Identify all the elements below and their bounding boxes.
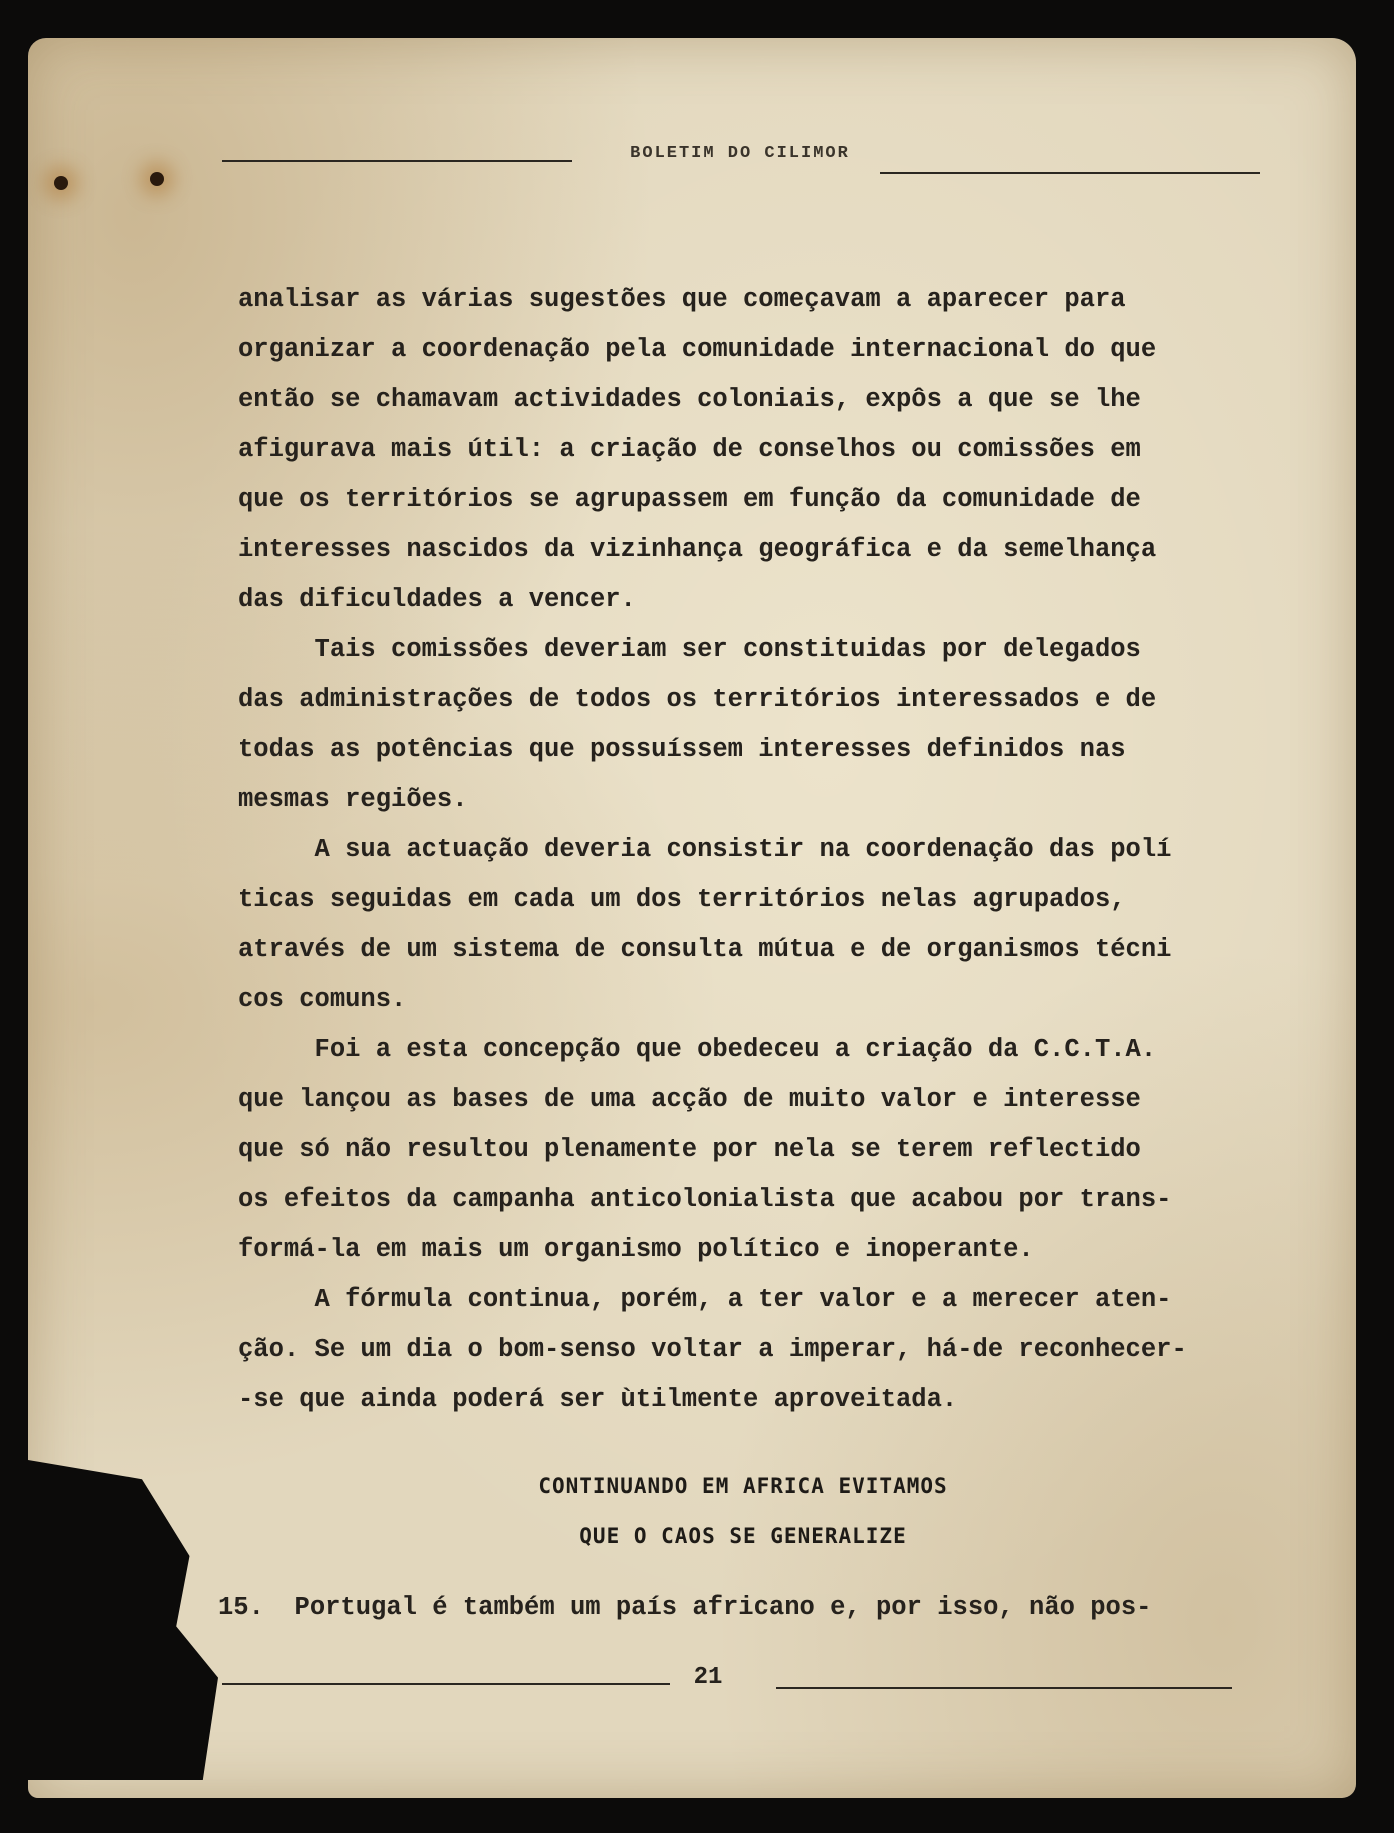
text-line: afigurava mais útil: a criação de conselhos ou comissões em (238, 435, 1141, 464)
text-line: interesses nascidos da vizinhança geográfica e da semelhança (238, 535, 1157, 564)
text-line: Foi a esta concepção que obedeceu a criação da C.C.T.A. (238, 1035, 1157, 1064)
text-line: -se que ainda poderá ser ùtilmente aproveitada. (238, 1385, 958, 1414)
numbered-paragraph: 15. Portugal é também um país africano e, por isso, não pos- (218, 1593, 1152, 1622)
text-line: através de um sistema de consulta mútua e de organismos técni (238, 935, 1172, 964)
paragraph (238, 1275, 1248, 1425)
section-heading-line-1: CONTINUANDO EM AFRICA EVITAMOS (538, 1474, 948, 1498)
paragraph (238, 275, 1248, 625)
paragraph (238, 825, 1248, 1025)
header-title: BOLETIM DO CILIMOR (630, 144, 850, 163)
text-line: A sua actuação deveria consistir na coordenação das polí (238, 835, 1172, 864)
body-text (238, 275, 1248, 1425)
text-line: que só não resultou plenamente por nela se terem reflectido (238, 1135, 1141, 1164)
punch-hole (54, 176, 68, 190)
footer-rule-right (776, 1687, 1232, 1689)
header-rule-right (880, 172, 1260, 174)
punch-hole (150, 172, 164, 186)
section-heading-line-2: QUE O CAOS SE GENERALIZE (579, 1524, 907, 1548)
text-line: Tais comissões deveriam ser constituidas por delegados (238, 635, 1141, 664)
text-line: todas as potências que possuíssem interesses definidos nas (238, 735, 1126, 764)
text-line: A fórmula continua, porém, a ter valor e a merecer aten- (238, 1285, 1172, 1314)
text-line: que os territórios se agrupassem em função da comunidade de (238, 485, 1141, 514)
text-line: organizar a coordenação pela comunidade internacional do que (238, 335, 1157, 364)
text-line: que lançou as bases de uma acção de muito valor e interesse (238, 1085, 1141, 1114)
text-line: ção. Se um dia o bom-senso voltar a imperar, há-de reconhecer- (238, 1335, 1187, 1364)
text-line: os efeitos da campanha anticolonialista que acabou por trans- (238, 1185, 1172, 1214)
text-line: das dificuldades a vencer. (238, 585, 636, 614)
page-number: 21 (693, 1664, 723, 1691)
text-line: das administrações de todos os territórios interessados e de (238, 685, 1157, 714)
text-line: formá-la em mais um organismo político e inoperante. (238, 1235, 1034, 1264)
text-line: então se chamavam actividades coloniais, expôs a que se lhe (238, 385, 1141, 414)
text-line: ticas seguidas em cada um dos territórios nelas agrupados, (238, 885, 1126, 914)
text-line: analisar as várias sugestões que começavam a aparecer para (238, 285, 1126, 314)
text-line: mesmas regiões. (238, 785, 468, 814)
paragraph (238, 625, 1248, 825)
header-rule-left (222, 160, 572, 162)
paragraph (238, 1025, 1248, 1275)
text-line: cos comuns. (238, 985, 407, 1014)
footer-rule-left (222, 1683, 670, 1685)
